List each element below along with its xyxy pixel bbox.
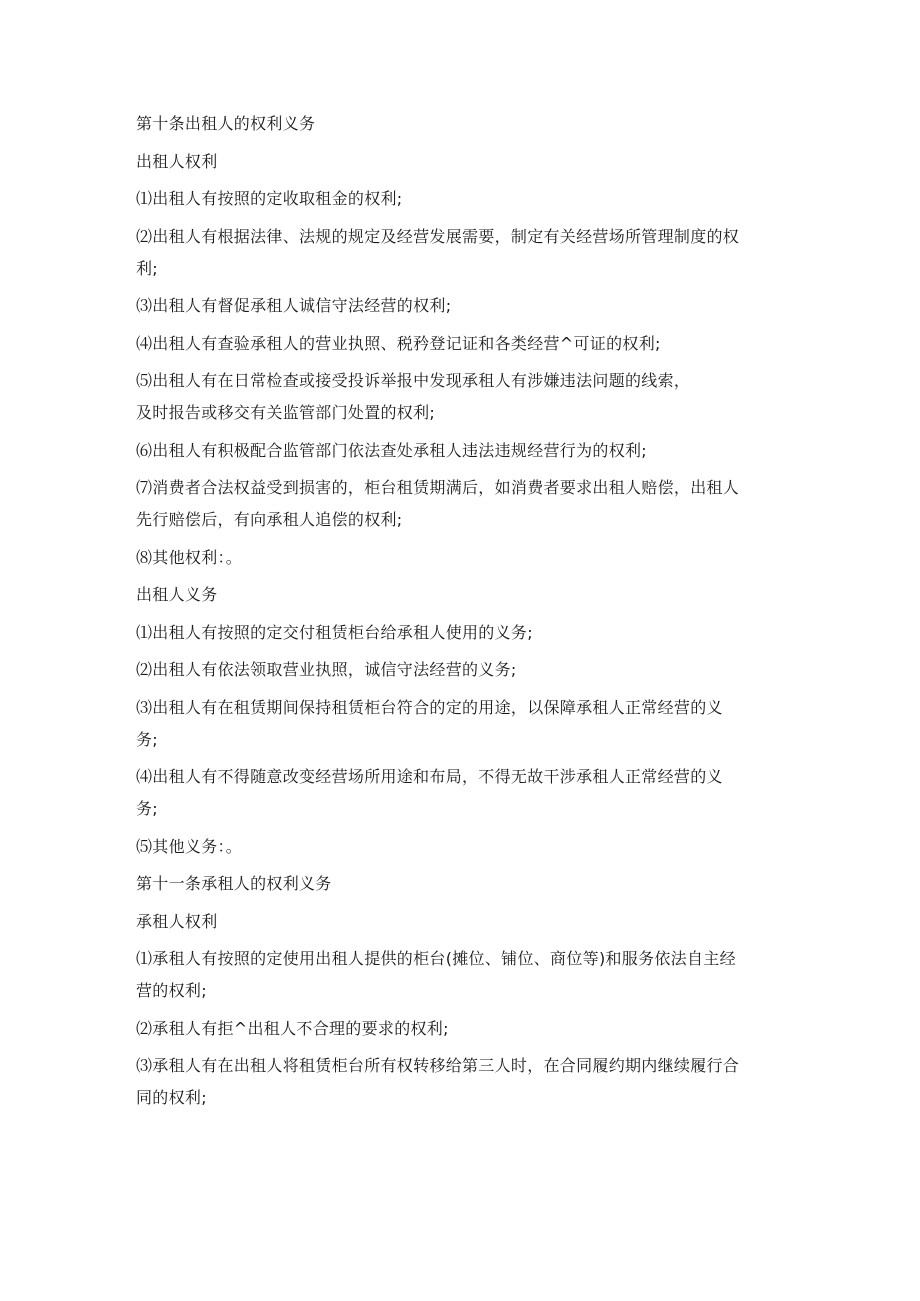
- paragraph-line: 出租人义务: [136, 585, 218, 604]
- paragraph: [136, 371, 786, 423]
- paragraph-line: ⑷出租人有查验承租人的营业执照、税矜登记证和各类经营^可证的权利;: [136, 333, 661, 353]
- paragraph-line: ⑺消费者合法权益受到损害的，柜台租赁期满后，如消费者要求出租人赔偿，出租人: [136, 478, 740, 497]
- paragraph-line: ⑴出租人有按照的定交付租赁柜台给承租人使用的义务;: [136, 622, 533, 642]
- paragraph-line: ⑴出租人有按照的定收取租金的权利;: [136, 189, 403, 208]
- paragraph-line: ⑸出租人有在日常检查或接受投诉举报中发现承租人有涉嫌违法问题的线索，: [136, 371, 691, 390]
- document-page: [136, 114, 786, 1126]
- paragraph: [136, 767, 786, 819]
- paragraph-line: ⑵承租人有拒^出租人不合理的要求的权利;: [136, 1018, 449, 1038]
- paragraph-line: 第十条出租人的权利义务: [136, 114, 316, 133]
- paragraph-line: 务;: [136, 799, 158, 818]
- paragraph-line: 先行赔偿后，有向承租人追偿的权利;: [136, 510, 403, 529]
- paragraph-line: ⑻其他权利：。: [136, 547, 243, 567]
- paragraph-line: ⑶出租人有在租赁期间保持租赁柜台符合的定的用途，以保障承租人正常经营的义: [136, 697, 723, 717]
- paragraph: [136, 1056, 786, 1108]
- paragraph: [136, 698, 786, 750]
- paragraph-line: 第十一条承租人的权利义务: [136, 874, 332, 893]
- paragraph: [136, 478, 786, 530]
- paragraph-line: ⑹出租人有积极配合监管部门依法查处承租人违法违规经营行为的权利;: [136, 440, 647, 460]
- paragraph-line: ⑵出租人有根据法律、法规的规定及经营发展需要，制定有关经营场所管理制度的权: [136, 226, 740, 246]
- paragraph: [136, 227, 786, 279]
- paragraph-line: 同的权利;: [136, 1088, 207, 1107]
- paragraph-line: ⑴承租人有按照的定使用出租人提供的柜台(摊位、铺位、商位等)和服务依法自主经: [136, 949, 736, 968]
- paragraph-line: 务;: [136, 729, 158, 749]
- paragraph-line: ⑵出租人有依法领取营业执照，诚信守法经营的义务;: [136, 660, 517, 679]
- paragraph-line: 承租人权利: [136, 911, 218, 931]
- paragraph-line: ⑸其他义务：。: [136, 836, 243, 856]
- paragraph-line: ⑷出租人有不得随意改变经营场所用途和布局，不得无故干涉承租人正常经营的义: [136, 767, 723, 786]
- paragraph-line: ⑶承租人有在出租人将租赁柜台所有权转移给第三人时，在合同履约期内继续履行合: [136, 1056, 740, 1075]
- paragraph-line: 营的权利;: [136, 981, 207, 1000]
- paragraph-line: ⑶出租人有督促承租人诚信守法经营的权利;: [136, 296, 452, 315]
- paragraph-line: 及时报告或移交有关监管部门处置的权利;: [136, 403, 436, 422]
- paragraph-line: 利;: [136, 258, 158, 278]
- paragraph: [136, 949, 786, 1001]
- paragraph-line: 出租人权利: [136, 151, 218, 171]
